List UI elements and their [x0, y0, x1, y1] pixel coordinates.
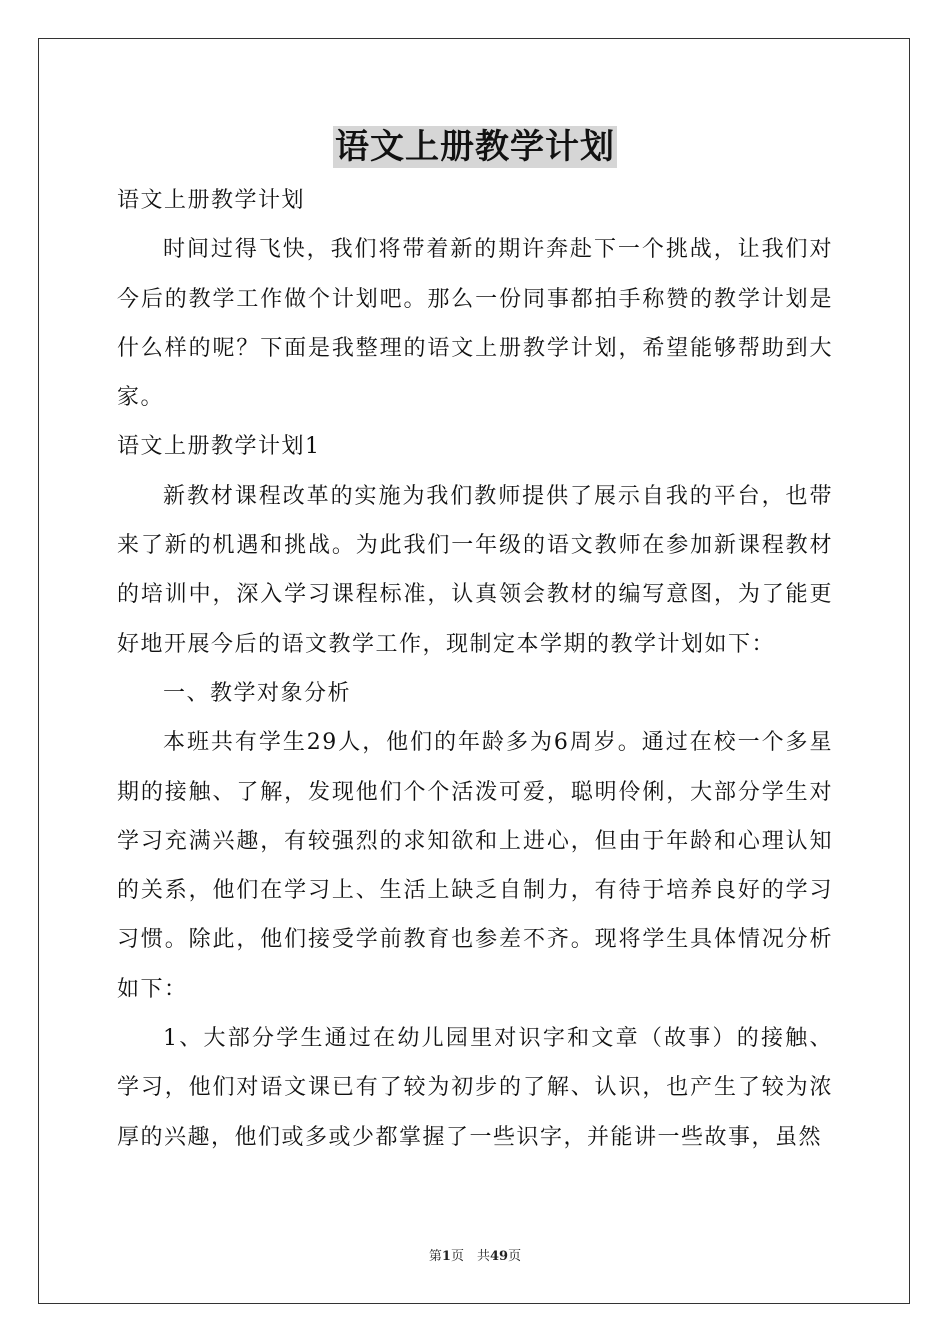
paragraph: 1、大部分学生通过在幼儿园里对识字和文章（故事）的接触、学习，他们对语文课已有了较为初步的了解、认识，也产生了较为浓厚的兴趣，他们或多或少都掌握了一些识字，并能讲一些故事，虽然: [117, 1026, 833, 1150]
page-footer: [0, 1245, 950, 1264]
paragraph: 时间过得飞快，我们将带着新的期许奔赴下一个挑战，让我们对今后的教学工作做个计划吧。那么一份同事都拍手称赞的教学计划是什么样的呢？下面是我整理的语文上册教学计划，希望能够帮助到大家。: [117, 237, 833, 411]
document-body: [117, 176, 833, 1162]
paragraph: 语文上册教学计划: [117, 188, 306, 213]
footer-prefix: 第: [428, 1249, 442, 1264]
footer-suffix: 页: [508, 1249, 522, 1264]
subsection-heading: 一、教学对象分析: [163, 680, 352, 706]
document-title-wrap: [0, 126, 950, 168]
footer-page-number: 1: [441, 1249, 451, 1264]
section-heading: 语文上册教学计划1: [117, 434, 321, 460]
footer-mid: 页 共: [450, 1249, 490, 1264]
footer-total-pages: 49: [489, 1249, 509, 1264]
paragraph: 本班共有学生29人，他们的年龄多为6周岁。通过在校一个多星期的接触、了解，发现他们个个活泼可爱，聪明伶俐，大部分学生对学习充满兴趣，有较强烈的求知欲和上进心，但由于年龄和心理认知的关系，他们在学习上、生活上缺乏自制力，有待于培养良好的学习习惯。除此，他们接受学前教育也参差不齐。现将学生具体情况分析如下：: [117, 730, 833, 1002]
document-title: 语文上册教学计划: [335, 127, 615, 167]
paragraph: 新教材课程改革的实施为我们教师提供了展示自我的平台，也带来了新的机遇和挑战。为此我们一年级的语文教师在参加新课程教材的培训中，深入学习课程标准，认真领会教材的编写意图，为了能更好地开展今后的语文教学工作，现制定本学期的教学计划如下：: [117, 483, 833, 657]
